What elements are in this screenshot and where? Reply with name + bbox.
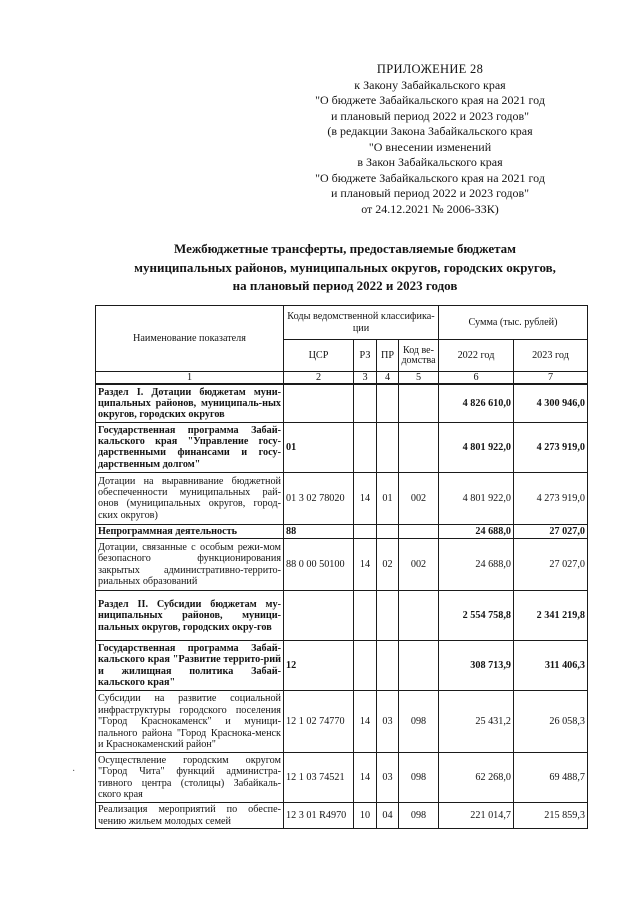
row-pr — [377, 641, 399, 691]
row-rz: 14 — [354, 753, 377, 803]
row-rz — [354, 422, 377, 472]
row-2023: 4 273 919,0 — [514, 472, 588, 524]
row-rz: 10 — [354, 803, 377, 829]
appendix-header — [250, 62, 610, 217]
row-name: Раздел I. Дотации бюджетам муни-ципальных районов, муниципаль-ных округов, городских округов — [96, 384, 284, 422]
header-line: и плановый период 2022 и 2023 годов" — [330, 186, 530, 200]
column-number: 1 — [96, 372, 284, 385]
title-line: на плановый период 2022 и 2023 годов — [232, 278, 458, 293]
row-csr: 88 — [284, 524, 354, 538]
row-name: Реализация мероприятий по обеспе-чению жильем молодых семей — [96, 803, 284, 829]
scan-mark: · — [72, 766, 76, 777]
row-2023: 4 300 946,0 — [514, 384, 588, 422]
header-csr: ЦСР — [284, 340, 354, 372]
row-name: Непрограммная деятельность — [96, 524, 284, 538]
row-rz — [354, 384, 377, 422]
row-pr — [377, 591, 399, 641]
header-sum: Сумма (тыс. рублей) — [439, 306, 588, 340]
table-row — [96, 753, 588, 803]
row-rz — [354, 591, 377, 641]
header-line: "О бюджете Забайкальского края на 2021 год — [315, 93, 545, 107]
row-vr — [399, 591, 439, 641]
header-line: (в редакции Закона Забайкальского края — [327, 124, 533, 138]
column-number: 2 — [284, 372, 354, 385]
row-2023: 27 027,0 — [514, 524, 588, 538]
row-2023: 311 406,3 — [514, 641, 588, 691]
header-line: и плановый период 2022 и 2023 годов" — [330, 108, 530, 123]
row-csr: 12 3 01 R4970 — [284, 803, 354, 829]
table-row — [96, 524, 588, 538]
row-pr: 03 — [377, 753, 399, 803]
row-2023: 69 488,7 — [514, 753, 588, 803]
header-line: "О бюджете Забайкальского края на 2021 год — [315, 170, 545, 185]
row-2022: 24 688,0 — [439, 539, 514, 591]
header-2023: 2023 год — [514, 340, 588, 372]
title-line: Межбюджетные трансферты, предоставляемые бюджетам — [173, 241, 517, 256]
header-row — [96, 306, 588, 340]
table-row — [96, 591, 588, 641]
row-vr: 098 — [399, 691, 439, 753]
row-rz: 14 — [354, 539, 377, 591]
transfers-table — [95, 305, 588, 829]
column-number: 4 — [377, 372, 399, 385]
column-number: 6 — [439, 372, 514, 385]
header-line: к Закону Забайкальского края — [354, 77, 506, 92]
table-row — [96, 803, 588, 829]
row-rz: 14 — [354, 691, 377, 753]
row-2023: 26 058,3 — [514, 691, 588, 753]
appendix-number: ПРИЛОЖЕНИЕ 28 — [376, 62, 484, 76]
row-csr: 88 0 00 50100 — [284, 539, 354, 591]
row-2022: 4 826 610,0 — [439, 384, 514, 422]
header-pr: ПР — [377, 340, 399, 372]
column-number: 3 — [354, 372, 377, 385]
row-rz — [354, 524, 377, 538]
row-vr — [399, 641, 439, 691]
column-numbers-row — [96, 372, 588, 385]
row-name: Государственная программа Забай-кальского края "Управление госу-дарственными финансами и госу-дарственным долгом" — [96, 422, 284, 472]
row-csr — [284, 384, 354, 422]
row-pr: 01 — [377, 472, 399, 524]
row-name: Раздел II. Субсидии бюджетам му-ниципальных районов, муници-пальных округов, городских окру-гов — [96, 591, 284, 641]
table-row — [96, 539, 588, 591]
row-pr: 02 — [377, 539, 399, 591]
table-row — [96, 472, 588, 524]
row-csr — [284, 591, 354, 641]
row-2022: 62 268,0 — [439, 753, 514, 803]
row-rz — [354, 641, 377, 691]
row-csr: 12 1 03 74521 — [284, 753, 354, 803]
row-csr: 01 3 02 78020 — [284, 472, 354, 524]
header-codes: Коды ведомственной классифика-ции — [284, 306, 439, 340]
row-2022: 4 801 922,0 — [439, 422, 514, 472]
row-vr — [399, 422, 439, 472]
header-name: Наименование показателя — [96, 306, 284, 372]
title-line: муниципальных районов, муниципальных округов, городских округов, — [134, 259, 556, 275]
row-pr: 03 — [377, 691, 399, 753]
row-vr: 098 — [399, 803, 439, 829]
row-pr: 04 — [377, 803, 399, 829]
row-rz: 14 — [354, 472, 377, 524]
row-2022: 221 014,7 — [439, 803, 514, 829]
row-vr: 002 — [399, 472, 439, 524]
row-2023: 2 341 219,8 — [514, 591, 588, 641]
row-csr: 01 — [284, 422, 354, 472]
table-row — [96, 384, 588, 422]
row-2023: 4 273 919,0 — [514, 422, 588, 472]
document-title — [95, 240, 595, 296]
row-vr — [399, 384, 439, 422]
row-2022: 25 431,2 — [439, 691, 514, 753]
row-vr — [399, 524, 439, 538]
table-row — [96, 691, 588, 753]
header-rz: РЗ — [354, 340, 377, 372]
table-row — [96, 641, 588, 691]
header-line: в Закон Забайкальского края — [357, 155, 503, 169]
row-name: Дотации, связанные с особым режи-мом безопасного функционирования закрытых административно-террито-риальных образований — [96, 539, 284, 591]
row-vr: 002 — [399, 539, 439, 591]
row-2023: 27 027,0 — [514, 539, 588, 591]
row-name: Субсидии на развитие социальной инфраструктуры городского поселения "Город Краснокаменск" и муници-пального района "Город Краснока-менск и Краснокаменский район" — [96, 691, 284, 753]
row-pr — [377, 422, 399, 472]
header-line: от 24.12.2021 № 2006-ЗЗК) — [361, 201, 499, 216]
row-pr — [377, 384, 399, 422]
column-number: 5 — [399, 372, 439, 385]
table-row — [96, 422, 588, 472]
row-2022: 4 801 922,0 — [439, 472, 514, 524]
row-name: Осуществление городским округом "Город Чита" функций администра-тивного центра (столицы) Забайкаль-ского края — [96, 753, 284, 803]
row-2022: 308 713,9 — [439, 641, 514, 691]
row-name: Государственная программа Забай-кальского края "Развитие террито-рий и жилищная политика Забай-кальского края" — [96, 641, 284, 691]
row-vr: 098 — [399, 753, 439, 803]
column-number: 7 — [514, 372, 588, 385]
header-vr: Код ве-домства — [399, 340, 439, 372]
row-2022: 2 554 758,8 — [439, 591, 514, 641]
header-line: "О внесении изменений — [368, 139, 492, 154]
row-csr: 12 1 02 74770 — [284, 691, 354, 753]
row-2023: 215 859,3 — [514, 803, 588, 829]
row-name: Дотации на выравнивание бюджетной обеспеченности муниципальных рай-онов (муниципальных округов, город-ских округов) — [96, 472, 284, 524]
row-csr: 12 — [284, 641, 354, 691]
row-2022: 24 688,0 — [439, 524, 514, 538]
header-2022: 2022 год — [439, 340, 514, 372]
row-pr — [377, 524, 399, 538]
